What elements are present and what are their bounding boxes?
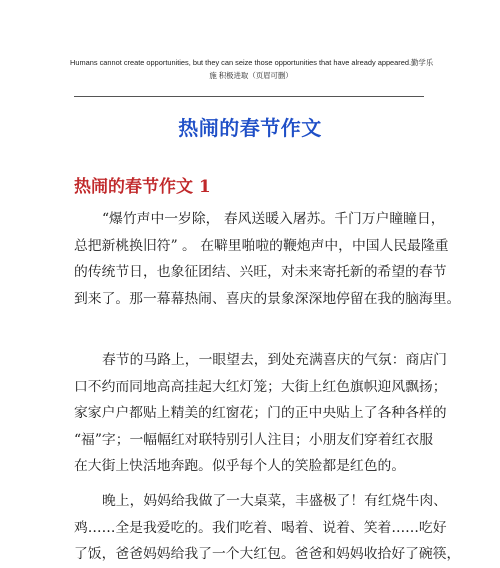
paragraph-line: 口不约而同地高高挂起大红灯笼；大街上红色旗帜迎风飘扬； [74,378,447,395]
paragraph-1 [74,206,461,312]
page-header [70,56,432,82]
paragraph-line: 在大街上快活地奔跑。似乎每个人的笑脸都是红色的。 [74,458,406,474]
paragraph-line: 鸡……全是我爱吃的。我们吃着、喝着、说着、笑着……吃好 [74,519,447,536]
paragraph-line: “爆竹声中一岁除， 春风送暖入屠苏。千门万户瞳瞳日， [102,211,445,227]
paragraph-line: 的传统节日，也象征团结、兴旺，对未来寄托新的希望的春节 [74,264,447,280]
paragraph-line: 家家户户都贴上精美的红窗花；门的正中央贴上了各种各样的 [74,405,447,421]
document-title: 热闹的春节作文 [178,116,322,140]
header-divider [74,96,424,97]
header-line-2: 施 积极进取（页眉可删） [209,71,293,80]
paragraph-3 [74,488,461,568]
paragraph-line: 晚上，妈妈给我做了一大桌菜，丰盛极了！有红烧牛肉、 [102,493,447,509]
paragraph-line: 到来了。那一幕幕热闹、喜庆的景象深深地停留在我的脑海里。 [74,290,461,307]
paragraph-line: 总把新桃换旧符” 。 在噼里啪啦的鞭炮声中，中国人民最隆重 [74,237,449,254]
paragraph-line: “福”字；一幅幅红对联特别引人注目；小朋友们穿着红衣服 [74,431,434,448]
paragraph-2 [74,347,447,480]
paragraph-line: 了饭，爸爸妈妈给我了一个大红包。爸爸和妈妈收拾好了碗筷， [74,546,461,562]
paragraph-line: 春节的马路上，一眼望去，到处充满喜庆的气氛：商店门 [102,352,447,368]
header-line-1: Humans cannot create opportunities, but they can seize those opportunities that have already appeared.勤学乐 [70,58,434,67]
section-heading: 热闹的春节作文 1 [74,177,211,197]
